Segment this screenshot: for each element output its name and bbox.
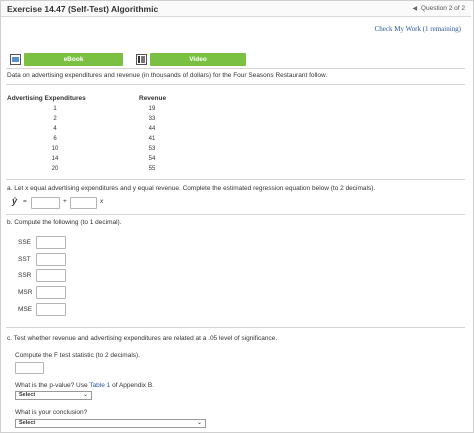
advertising-cell: 10: [51, 146, 59, 152]
top-bar: [1, 1, 471, 17]
divider: [6, 68, 465, 69]
divider: [6, 84, 465, 85]
y-hat-symbol: ŷ: [12, 196, 18, 206]
ssr-label: SSR: [18, 272, 32, 279]
equals-sign: =: [23, 198, 27, 205]
x-variable: x: [100, 198, 104, 205]
advertising-cell: 1: [53, 106, 57, 112]
p-value-prompt: [15, 382, 154, 389]
question-nav-label: Question 2 of 2: [420, 5, 465, 12]
msr-label: MSR: [18, 289, 33, 296]
column-header-advertising: Advertising Expenditures: [7, 95, 86, 102]
divider: [6, 179, 465, 180]
chevron-down-icon: ⌄: [82, 392, 88, 398]
sse-label: SSE: [18, 239, 32, 246]
revenue-cell: 54: [148, 156, 156, 162]
revenue-cell: 19: [148, 106, 156, 112]
part-a-text: a. Let x equal advertising expenditures and y equal revenue. Complete the estimated regression equation below (to 2 decimals).: [7, 185, 376, 192]
question-nav[interactable]: [412, 5, 465, 12]
intro-text: Data on advertising expenditures and revenue (in thousands of dollars) for the Four Seasons Restaurant follow.: [7, 72, 328, 79]
divider: [6, 327, 465, 328]
revenue-cell: 53: [148, 146, 156, 152]
part-b-text: b. Compute the following (to 1 decimal).: [7, 219, 122, 226]
advertising-cell: 2: [53, 116, 57, 122]
conclusion-select-value: Select: [19, 420, 36, 426]
exercise-title: Exercise 14.47 (Self-Test) Algorithmic: [7, 4, 159, 14]
p-value-prompt-text: What is the p-value? Use: [15, 382, 90, 389]
slope-input[interactable]: [70, 197, 97, 209]
revenue-cell: 33: [148, 116, 156, 122]
f-stat-prompt: Compute the F test statistic (to 2 decimals).: [15, 352, 140, 359]
sse-input[interactable]: [36, 236, 66, 249]
revenue-cell: 44: [148, 126, 156, 132]
table-1-link[interactable]: Table 1: [89, 382, 111, 389]
p-value-prompt-suffix: of Appendix B.: [110, 382, 155, 389]
sst-input[interactable]: [36, 253, 66, 266]
conclusion-prompt: What is your conclusion?: [15, 409, 88, 416]
check-my-work-link[interactable]: Check My Work (1 remaining): [374, 25, 461, 33]
msr-input[interactable]: [36, 286, 66, 299]
column-header-revenue: Revenue: [139, 95, 167, 102]
part-c-text: c. Test whether revenue and advertising expenditures are related at a .05 level of significance.: [7, 335, 278, 342]
mse-label: MSE: [18, 306, 33, 313]
prev-question-icon[interactable]: ◀: [412, 6, 418, 12]
advertising-cell: 20: [51, 166, 59, 172]
sst-label: SST: [18, 256, 31, 263]
revenue-cell: 41: [148, 136, 156, 142]
advertising-cell: 6: [53, 136, 57, 142]
p-value-select-value: Select: [19, 392, 36, 398]
conclusion-select[interactable]: [15, 419, 206, 428]
video-button[interactable]: Video: [150, 53, 246, 66]
advertising-cell: 14: [51, 156, 59, 162]
revenue-cell: 55: [148, 166, 156, 172]
chevron-down-icon: ⌄: [196, 420, 202, 426]
divider: [6, 214, 465, 215]
plus-sign: +: [63, 198, 67, 205]
p-value-select[interactable]: [15, 391, 92, 400]
mse-input[interactable]: [36, 303, 66, 316]
advertising-cell: 4: [53, 126, 57, 132]
ssr-input[interactable]: [36, 269, 66, 282]
f-stat-input[interactable]: [15, 362, 44, 374]
ebook-icon[interactable]: [10, 54, 21, 65]
intercept-input[interactable]: [31, 197, 60, 209]
ebook-button[interactable]: eBook: [24, 53, 123, 66]
video-icon[interactable]: [136, 54, 147, 65]
